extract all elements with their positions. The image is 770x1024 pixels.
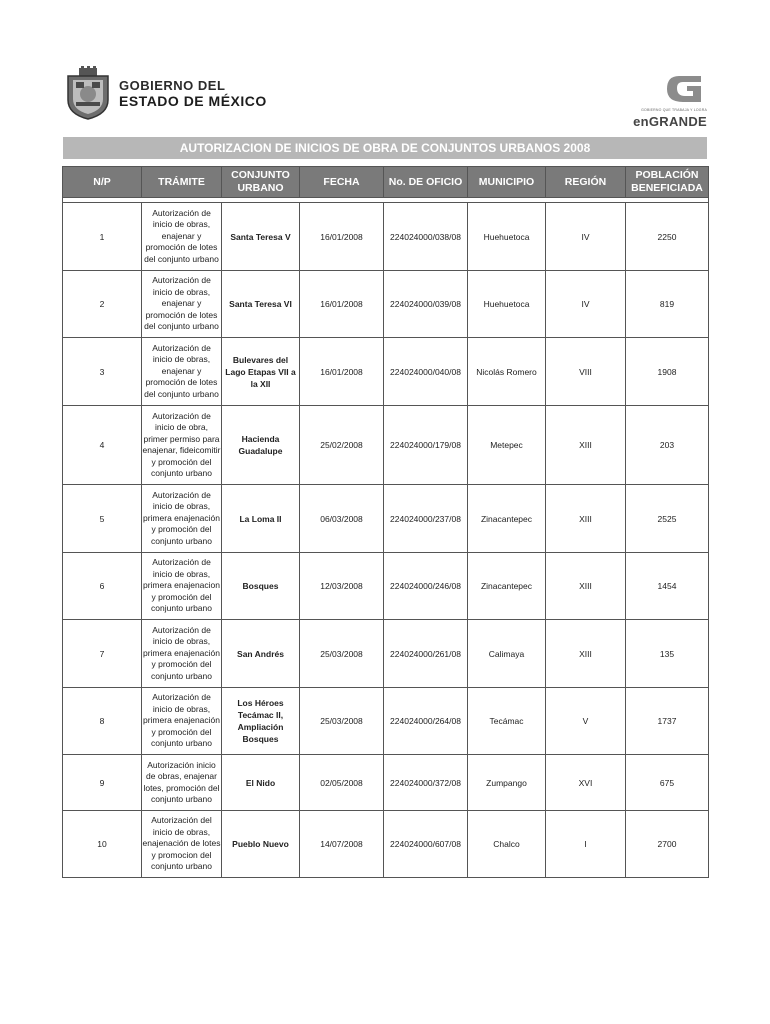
cell-poblacion: 819 (626, 271, 709, 338)
cell-region: XIII (546, 406, 626, 485)
cell-oficio: 224024000/264/08 (384, 688, 468, 755)
cell-np: 10 (63, 811, 142, 878)
gov-name-line1: GOBIERNO DEL (119, 77, 226, 93)
table-row (63, 620, 709, 688)
cell-fecha: 25/02/2008 (300, 406, 384, 485)
cell-tramite: Autorización de inicio de obras, primera enajenacion y promoción del conjunto urbano (142, 553, 222, 620)
cell-conjunto: Los Héroes Tecámac II, Ampliación Bosques (222, 688, 300, 755)
cell-poblacion: 2700 (626, 811, 709, 878)
column-header-tramite: TRÁMITE (142, 167, 222, 198)
cell-tramite: Autorización de inicio de obras, primera enajenación y promoción del conjunto urbano (142, 485, 222, 553)
page-title: AUTORIZACION DE INICIOS DE OBRA DE CONJUNTOS URBANOS 2008 (63, 137, 707, 159)
table-row (63, 485, 709, 553)
cell-poblacion: 1737 (626, 688, 709, 755)
table-row (63, 271, 709, 338)
cell-municipio: Huehuetoca (468, 203, 546, 271)
column-header-region: REGIÓN (546, 167, 626, 198)
column-header-oficio: No. DE OFICIO (384, 167, 468, 198)
cell-oficio: 224024000/038/08 (384, 203, 468, 271)
table-row (63, 688, 709, 755)
cell-region: IV (546, 271, 626, 338)
cell-tramite: Autorización del inicio de obras, enajenación de lotes y promocion del conjunto urbano (142, 811, 222, 878)
cell-fecha: 16/01/2008 (300, 271, 384, 338)
cell-oficio: 224024000/179/08 (384, 406, 468, 485)
cell-conjunto: Bosques (222, 553, 300, 620)
cell-np: 5 (63, 485, 142, 553)
cell-fecha: 25/03/2008 (300, 620, 384, 688)
table-row (63, 553, 709, 620)
cell-municipio: Tecámac (468, 688, 546, 755)
cell-poblacion: 2250 (626, 203, 709, 271)
cell-conjunto: Bulevares del Lago Etapas VII a la XII (222, 338, 300, 406)
cell-np: 8 (63, 688, 142, 755)
cell-oficio: 224024000/372/08 (384, 755, 468, 811)
cell-oficio: 224024000/039/08 (384, 271, 468, 338)
cell-fecha: 14/07/2008 (300, 811, 384, 878)
cell-fecha: 16/01/2008 (300, 338, 384, 406)
cell-municipio: Zinacantepec (468, 485, 546, 553)
cell-municipio: Calimaya (468, 620, 546, 688)
cell-region: IV (546, 203, 626, 271)
cell-tramite: Autorización de inicio de obras, enajenar y promoción de lotes del conjunto urbano (142, 203, 222, 271)
cell-municipio: Zinacantepec (468, 553, 546, 620)
gov-name-line2: ESTADO DE MÉXICO (119, 92, 267, 109)
cell-municipio: Nicolás Romero (468, 338, 546, 406)
table-header-row (63, 167, 709, 198)
cell-oficio: 224024000/261/08 (384, 620, 468, 688)
cell-poblacion: 135 (626, 620, 709, 688)
cell-np: 7 (63, 620, 142, 688)
cell-conjunto: Hacienda Guadalupe (222, 406, 300, 485)
government-logo (63, 66, 267, 120)
brand-name: enGRANDE (633, 114, 707, 129)
column-header-np: N/P (63, 167, 142, 198)
cell-region: XIII (546, 485, 626, 553)
cell-conjunto: La Loma II (222, 485, 300, 553)
cell-region: XIII (546, 620, 626, 688)
brand-logo (617, 72, 707, 128)
brand-tagline: GOBIERNO QUE TRABAJA Y LOGRA (641, 108, 707, 112)
cell-fecha: 16/01/2008 (300, 203, 384, 271)
cell-conjunto: San Andrés (222, 620, 300, 688)
cell-np: 1 (63, 203, 142, 271)
cell-oficio: 224024000/237/08 (384, 485, 468, 553)
table-row (63, 406, 709, 485)
column-header-poblacion: POBLACIÓN BENEFICIADA (626, 167, 709, 198)
cell-tramite: Autorización de inicio de obra, primer permiso para enajenar, fideicomitir y promoción del conjunto urbano (142, 406, 222, 485)
g-logo-icon (617, 72, 707, 108)
cell-conjunto: Santa Teresa V (222, 203, 300, 271)
cell-region: XVI (546, 755, 626, 811)
cell-municipio: Zumpango (468, 755, 546, 811)
cell-poblacion: 1908 (626, 338, 709, 406)
cell-conjunto: El Nido (222, 755, 300, 811)
column-header-fecha: FECHA (300, 167, 384, 198)
cell-oficio: 224024000/040/08 (384, 338, 468, 406)
cell-oficio: 224024000/607/08 (384, 811, 468, 878)
cell-np: 4 (63, 406, 142, 485)
table-row (63, 755, 709, 811)
cell-fecha: 02/05/2008 (300, 755, 384, 811)
cell-oficio: 224024000/246/08 (384, 553, 468, 620)
cell-tramite: Autorización de inicio de obras, enajenar y promoción de lotes del conjunto urbano (142, 271, 222, 338)
cell-tramite: Autorización de inicio de obras, primera enajenación y promoción del conjunto urbano (142, 688, 222, 755)
column-header-conjunto: CONJUNTO URBANO (222, 167, 300, 198)
cell-region: V (546, 688, 626, 755)
cell-region: I (546, 811, 626, 878)
cell-municipio: Chalco (468, 811, 546, 878)
column-header-municipio: MUNICIPIO (468, 167, 546, 198)
cell-np: 6 (63, 553, 142, 620)
cell-region: XIII (546, 553, 626, 620)
cell-region: VIII (546, 338, 626, 406)
cell-municipio: Huehuetoca (468, 271, 546, 338)
cell-conjunto: Pueblo Nuevo (222, 811, 300, 878)
cell-fecha: 12/03/2008 (300, 553, 384, 620)
cell-fecha: 06/03/2008 (300, 485, 384, 553)
cell-np: 3 (63, 338, 142, 406)
table-row (63, 338, 709, 406)
data-table (62, 166, 709, 878)
cell-municipio: Metepec (468, 406, 546, 485)
cell-poblacion: 675 (626, 755, 709, 811)
coat-of-arms-icon (63, 66, 113, 120)
cell-tramite: Autorización inicio de obras, enajenar lotes, promoción del conjunto urbano (142, 755, 222, 811)
cell-np: 2 (63, 271, 142, 338)
cell-poblacion: 203 (626, 406, 709, 485)
cell-poblacion: 2525 (626, 485, 709, 553)
cell-tramite: Autorización de inicio de obras, enajenar y promoción de lotes del conjunto urbano (142, 338, 222, 406)
cell-conjunto: Santa Teresa VI (222, 271, 300, 338)
cell-np: 9 (63, 755, 142, 811)
table-row (63, 203, 709, 271)
cell-fecha: 25/03/2008 (300, 688, 384, 755)
cell-tramite: Autorización de inicio de obras, primera enajenación y promoción del conjunto urbano (142, 620, 222, 688)
cell-poblacion: 1454 (626, 553, 709, 620)
table-row (63, 811, 709, 878)
